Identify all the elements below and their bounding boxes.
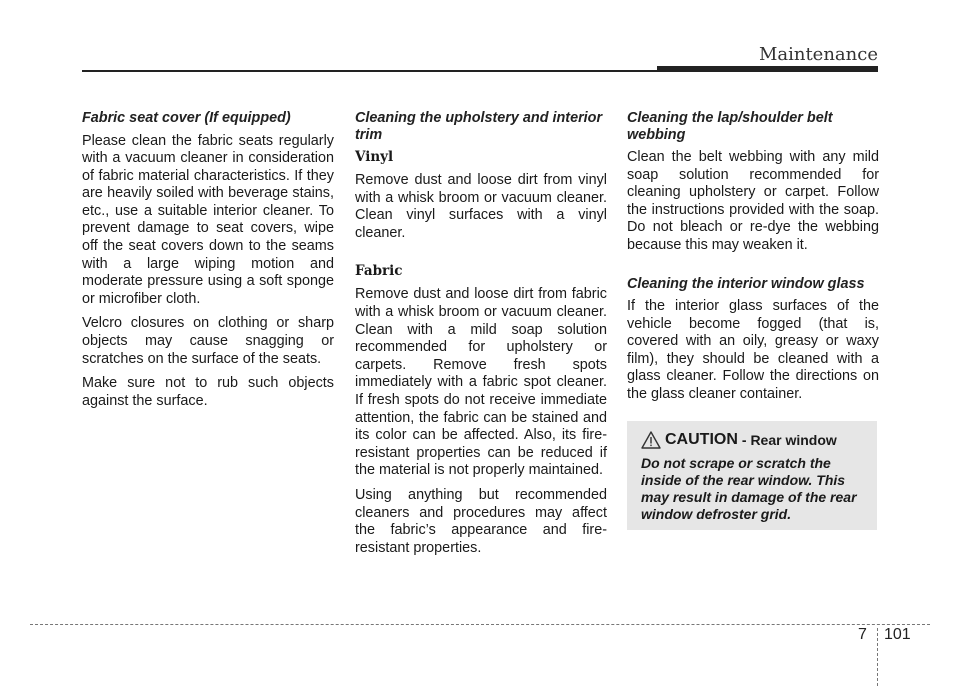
warning-triangle-icon: [641, 431, 661, 449]
subheading-fabric: Fabric: [355, 263, 403, 280]
section-heading-fabric-seat: Fabric seat cover (If equipped): [82, 110, 291, 126]
caution-box: [627, 421, 877, 530]
caution-subtitle: - Rear window: [741, 432, 837, 448]
column-upholstery: [355, 110, 607, 564]
paragraph: Velcro closures on clothing or sharp objects may cause snagging or scratches on the surface of the seats.: [82, 315, 334, 367]
section-heading-belt-webbing: Cleaning the lap/shoulder belt webbing: [627, 110, 833, 143]
paragraph: If the interior glass surfaces of the vehicle become fogged (that is, covered with an oily, greasy or waxy film), they should be cleaned with a glass cleaner. Follow the directions on the glass cleaner container.: [627, 298, 879, 403]
page-number-divider: [877, 628, 878, 686]
paragraph: Please clean the fabric seats regularly with a vacuum cleaner in consideration of fabric material characteristics. If they are heavily soiled with beverage stains, etc., use a suitable interior cleaner. To prevent damage to seat covers, wipe off the seat covers down to the seams with a large wiping motion and moderate pressure using a soft sponge or microfiber cloth.: [82, 132, 334, 307]
section-heading-upholstery: Cleaning the upholstery and interior trim: [355, 110, 603, 143]
footer-rule: [30, 624, 930, 625]
chapter-number: 7: [858, 626, 867, 643]
paragraph: Clean the belt webbing with any mild soap solution recommended for cleaning upholstery or carpet. Follow the instructions provided with the soap. Do not bleach or re-dye the webbing because this may weaken it.: [627, 149, 879, 253]
page-number: 101: [884, 626, 911, 643]
header-title: Maintenance: [758, 44, 878, 65]
caution-header: [637, 431, 867, 449]
header-rule-thick: [657, 66, 878, 72]
paragraph: Make sure not to rub such objects against the surface.: [82, 375, 334, 409]
paragraph: Using anything but recommended cleaners and procedures may affect the fabric’s appearance and fire-resistant properties.: [355, 486, 607, 556]
caution-label: CAUTION: [665, 431, 738, 448]
section-heading-window-glass: Cleaning the interior window glass: [627, 275, 865, 292]
paragraph: Remove dust and loose dirt from vinyl with a whisk broom or vacuum cleaner. Clean vinyl surfaces with a vinyl cleaner.: [355, 172, 607, 241]
header-rule-thin: [82, 70, 657, 72]
paragraph: Remove dust and loose dirt from fabric with a whisk broom or vacuum cleaner. Clean with a mild soap solution recommended for upholstery or carpets. Remove fresh spots immediately with a fabric spot cleaner. If fresh spots do not receive immediate attention, the fabric can be stained and its color can be affected. Also, its fire-resistant properties can be reduced if the material is not properly maintained.: [355, 286, 607, 479]
column-fabric-seat: [82, 110, 334, 417]
subheading-vinyl: Vinyl: [355, 149, 394, 165]
caution-text: Do not scrape or scratch the inside of the rear window. This may result in damage of the rear window defroster grid.: [641, 455, 857, 522]
column-belt-and-glass: [627, 110, 879, 411]
